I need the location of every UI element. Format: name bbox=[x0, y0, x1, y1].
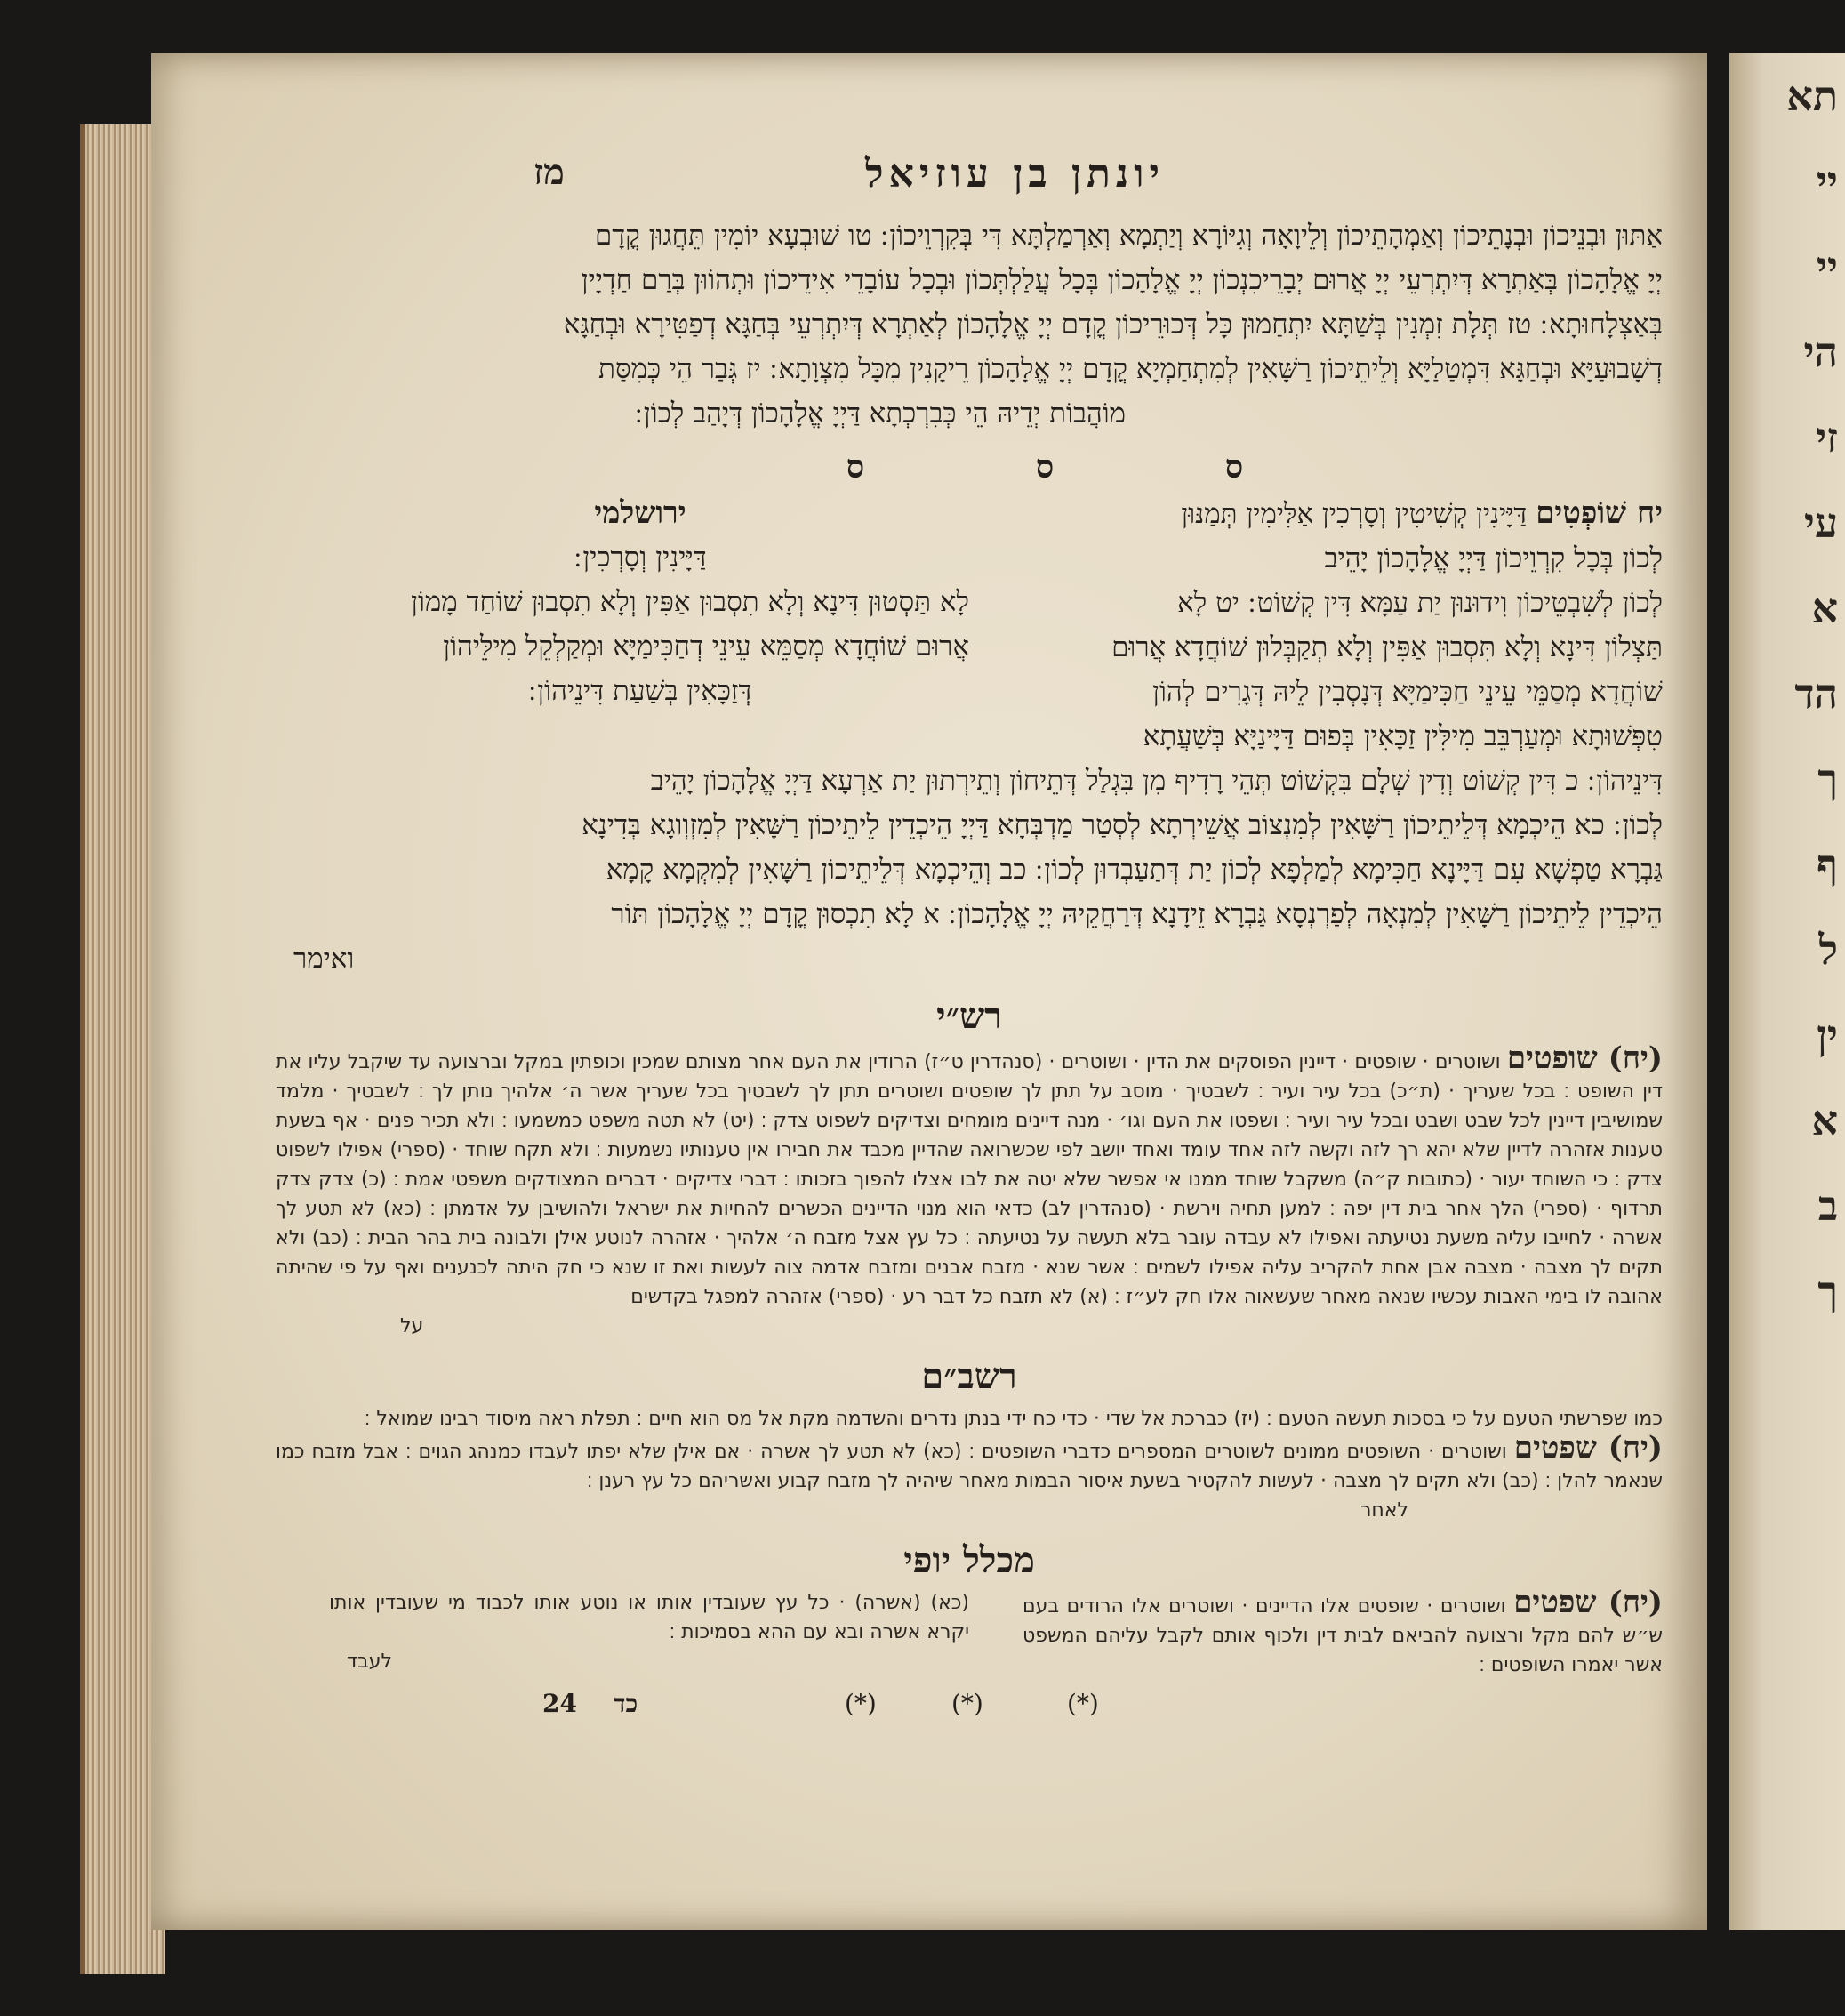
signature-letters: כד bbox=[614, 1689, 638, 1718]
facing-page-fragment: ך bbox=[1817, 755, 1838, 803]
facing-page-fragment: ך bbox=[1817, 1267, 1838, 1315]
verse-head: יח שׁוֹפְטִים bbox=[1536, 495, 1663, 531]
targum-line: לְכוֹן ׃ כא הֵיכְמָא דְּלֵיתֵיכוֹן רַשָּׁאִין לְמִנְצוֹב אֲשֵׁירְתָא לְסְטַר מַדְבְּחָא דַּיְיָ הֵיכְדֵין לֵיתֵיכוֹן רַשָּׁאִין לְמִזְוְוגָא בְּדִינָא bbox=[582, 809, 1663, 841]
page-content bbox=[276, 151, 1663, 1751]
footnote-mark: (*) bbox=[845, 1689, 877, 1718]
folio-number: מז bbox=[533, 151, 565, 193]
rashi-heading: רש״י bbox=[936, 995, 1002, 1037]
facing-page-fragment: ין bbox=[1817, 1011, 1838, 1059]
yerushalmi-column bbox=[311, 491, 969, 759]
facing-page-edge bbox=[1729, 53, 1845, 1930]
mikhlal-left-text: (כא) (אשרה) · כל עץ שעובדין אותו או נוטע אותו לכבוד מי שעובדין אותו יקרא אשרה ובא עם ההא בסמיכות ׃ bbox=[329, 1592, 969, 1643]
facing-page-fragment: זי bbox=[1816, 414, 1838, 462]
running-head bbox=[276, 151, 1663, 205]
yerushalmi-heading: ירושלמי bbox=[594, 495, 686, 531]
mikhlal-right-text: ושוטרים · שופטים אלו הדיינים · ושוטרים אלו הרודים בעם ש״ש להם מקל ורצועה להביאם לבית דין ולכוף אותם לקבל עליהם המשפט אשר יאמרו השופטים ׃ bbox=[1023, 1595, 1663, 1676]
rashbam-lead: (יח) שפטים bbox=[1513, 1430, 1663, 1466]
mikhlal-yofi-heading: מכלל יופי bbox=[903, 1539, 1035, 1581]
column-line: אֲרוּם שׁוֹחֲדָא מְסַמֵּא עֵינֵי דְחַכִּימַיָּא וּמְקַלְקֵל מִילֵּיהוֹן bbox=[443, 631, 969, 663]
facing-page-fragment: תא bbox=[1786, 72, 1838, 120]
rashbam-heading: רשב״ם bbox=[921, 1355, 1017, 1397]
mikhlal-right-column bbox=[1023, 1585, 1664, 1680]
targum-line: דִּינֵיהוֹן ׃ כ דִּין קְשׁוֹט וְדִין שְׁלָם בִּקְשׁוֹט תְּהֵי רָדִיף מִן בִּגְלַל דְּתֵיחוֹן וְתֵירְתוּן יַת אַרְעָא דַּיְיָ אֱלָהָכוֹן יָהֵיב bbox=[650, 765, 1663, 797]
column-line: טִפְּשׁוּתָא וּמְעַרְבֵּב מִילִּין זַכָּאִין בְּפוּם דַּיָּינַיָּא בְּשַׁעֲתָא bbox=[1143, 720, 1663, 752]
facing-page-fragment: יי bbox=[1816, 243, 1838, 291]
facing-page-fragment: הד bbox=[1794, 670, 1838, 718]
targum-line: דְשָׁבוּעַיָּא וּבְחַגָּא דִּמְטַלַיָּא וְלֵיתֵיכוֹן רַשָּׁאִין לְמִתְחַמְיָא קֳדָם יְיָ אֱלָהָכוֹן רֵיקָנִין מִכָּל מִצְוָתָא ׃ יז גְּבַר הֵי כְּמִסַּת bbox=[598, 353, 1663, 385]
rashbam-commentary bbox=[276, 1430, 1663, 1496]
facing-page-fragment: עי bbox=[1803, 499, 1838, 547]
targum-line: הֵיכְדֵין לֵיתֵיכוֹן רַשָּׁאִין לְמִנְאָה לְפַרְנְסָא גַּבְרָא זֵידָנָא דְּרַחֲקֵיהּ יְיָ אֱלָהָכוֹן ׃ א לָא תִכְסוּן קֳדָם יְיָ אֱלָהָכוֹן תּוֹר bbox=[611, 898, 1663, 930]
column-line: לְכוֹן בְּכָל קִרְוֵיכוֹן דַּיְיָ אֱלָהָכוֹן יָהֵיב bbox=[1324, 542, 1663, 574]
rashi-commentary bbox=[276, 1040, 1663, 1312]
section-break-marks: ס ס ס bbox=[846, 448, 1324, 486]
column-line: דַּיָּינִין קְשִׁיטִין וְסָרְכִין אַלִּימִין תְּמַנּוּן bbox=[1181, 498, 1528, 530]
targum-line: יְיָ אֱלָהָכוֹן בְּאַתְרָא דְּיִתְרְעֵי יְיָ אֲרוּם יְבָרֵיכִנְכוֹן יְיָ אֱלָהָכוֹן בְּכָל עֲלַלְתְּכוֹן וּבְכָל עוֹבָדֵי אִידֵיכוֹן וּתְהוֹוּן בְּרַם חַדְיָין bbox=[581, 264, 1663, 296]
column-line: לְכוֹן לְשִׁבְטֵיכוֹן וִידוּנוּן יַת עַמָּא דִּין קְשׁוֹט ׃ יט לָא bbox=[1177, 587, 1663, 619]
rashi-catchword: על bbox=[400, 1315, 424, 1337]
targum-line: בְּאַצְלָחוּתָא ׃ טז תְּלָת זִמְנִין בְּשַׁתָּא יִתְחַמוּן כָּל דְּכוּרֵיכוֹן קֳדָם יְיָ אֱלָהָכוֹן לְאַתְרָא דְּיִתְרְעֵי בְּחַגָּא דְפַטִּירָא וּבְחַגָּא bbox=[563, 309, 1663, 341]
rashi-lead: (יח) שופטים bbox=[1506, 1040, 1663, 1076]
column-line: לָא תַּסְטוּן דִּינָא וְלָא תִסְבוּן אַפִּין וְלָא תִסְבוּן שׁוֹחַד מָמוֹן bbox=[411, 586, 969, 618]
targum-last-line: מוֹהֲבוֹת יְדֵיהּ הֵי כְּבִרְכְתָא דַּיְיָ אֱלָהָכוֹן דְּיָהַב לְכוֹן ׃ bbox=[634, 398, 1127, 430]
footnote-mark: (*) bbox=[951, 1689, 983, 1718]
facing-page-fragment: הי bbox=[1803, 328, 1838, 376]
mikhlal-catchword: לעבד bbox=[347, 1651, 393, 1673]
column-line: שׁוֹחֲדָא מְסַמֵּי עֵינֵי חַכִּימַיָּא דְּנָסְבִין לֵיהּ דְּגָרִים לְהוֹן bbox=[1152, 676, 1663, 708]
mikhlal-yofi-block bbox=[276, 1585, 1664, 1680]
rashi-text: ושוטרים · שופטים · דיינין הפוסקים את הדין · ושוטרים · (סנהדרין ט״ז) הרודין את העם אחר מצותם שמכין וכופתין במקל וברצועה עד שיקבל עליו את דין השופט ׃ בכל שעריך · (ת״כ) בכל עיר ועיר ׃ לשבטיך · מוסב על תתן לך שופטים ושוטרים תתן לך לשבטיך בכל שעריך אשר ה׳ אלהיך נותן לך ׃ לשבטיך · מלמד שמושיבין דיינין לכל שבט ושבט ובכל עיר ועיר ׃ ושפטו את העם וגו׳ · מנה דיינים מומחים וצדיקים לשפוט צדק ׃ (יט) לא תטה משפט כמשמעו ׃ ולא תכיר פנים · אף בשעת טענות אזהרה לדיין שלא יהא רך לזה וקשה לזה אחד עומד ואחד יושב לפי שכשרואה שהדיין מכבד את חבירו אין טענותיו נשמעות ׃ ולא תקח שוחד · (ספרי) אפילו לשפוט צדק ׃ כי השוחד יעור · (כתובות ק״ה) משקבל שוחד ממנו אי אפשר שלא יטה את לבו אצלו להפוך בזכותו ׃ דברי צדיקים · דברים המצודקים משפטי אמת ׃ (כ) צדק צדק תרדוף · (ספרי) הלך אחר בית דין יפה ׃ למען תחיה וירשת · (סנהדרין לב) כדאי הוא מנוי הדיינים הכשרים להחיות את ישראל ולהושיבן על אדמתן ׃ (כא) לא תטע לך אשרה · לחייבו עליה משעת נטיעתה ואפילו לא עבדה עובר בלא תעשה על נטיעתה ׃ כל עץ אצל מזבח ה׳ אלהיך · אזהרה לנוטע אילן ולבונה בית בהר הבית ׃ (כב) ולא תקים לך מצבה · מצבה אבן אחת להקריב עליה אפילו לשמים ׃ אשר שנא · מזבח אבנים ומזבח אדמה צוה לעשות ואת זו שנא כי חק היתה לכנענים ואף על פי שהיתה אהובה לו בימי האבות עכשיו שנאה מאחר שעשאוה אלו חק לע״ז ׃ (א) לא תזבח כל דבר רע · (ספרי) אזהרה למפגל בקדשים bbox=[276, 1051, 1663, 1308]
facing-page-fragment: יי bbox=[1816, 157, 1838, 205]
targum-column bbox=[1005, 491, 1663, 759]
column-line: תַּצְלוֹן דִּינָא וְלָא תִּסְבוּן אַפִּין וְלָא תְקַבְּלוּן שׁוֹחֲדָא אֲרוּם bbox=[1111, 631, 1663, 663]
footnote-mark: (*) bbox=[1067, 1689, 1099, 1718]
yerushalmi-sub: דַּיָּינִין וְסָרְכִין ׃ bbox=[574, 542, 707, 574]
facing-page-fragment: ב bbox=[1817, 1182, 1838, 1230]
facing-page-fragment: ף bbox=[1817, 840, 1838, 888]
page-footer bbox=[276, 1689, 1663, 1751]
mikhlal-left-column bbox=[329, 1588, 969, 1680]
signature-number: 24 bbox=[542, 1689, 577, 1718]
mikhlal-lead: (יח) שפטים bbox=[1513, 1585, 1664, 1620]
targum-block bbox=[276, 213, 1663, 436]
facing-page-fragment: א bbox=[1811, 1096, 1838, 1145]
targum-line: גַּבְרָא טַפְשָׁא עִם דַּיָּינָא חַכִּימָא לְמַלְפָא לְכוֹן יַת דְּתַעַבְדוּן לְכוֹן ׃ כב וְהֵיכְמָא דְּלֵיתֵיכוֹן רַשָּׁאִין לְמִקְמָא קָמָא bbox=[606, 854, 1663, 886]
rashbam-intro: כמו שפרשתי הטעם על כי בסכות תעשה הטעם ׃ (יז) כברכת אל שדי · כדי כח ידי בנתן נדרים והשדמה מקת אל מס הוא חיים ׃ תפלת ראה מיסוד רבינו שמואל ׃ bbox=[364, 1408, 1663, 1430]
column-line: דְּזַכָּאִין בְּשַׁעַת דִּינֵיהוֹן ׃ bbox=[528, 675, 752, 707]
running-title: יונתן בן עוזיאל bbox=[864, 151, 1165, 197]
targum-line: אַתּוּן וּבְנֵיכוֹן וּבְנָתֵיכוֹן וְאַמְהָתֵיכוֹן וְלֵיוָאָה וְגִיּוֹרָא וְיַתְמָא וְאַרְמַלְתָּא דִּי בְּקִרְוֵיכוֹן ׃ טו שׁוּבְעָא יוֹמִין תֵּחֲגוּן קֳדָם bbox=[594, 220, 1663, 252]
rashbam-catchword: לאחר bbox=[1360, 1499, 1409, 1522]
catchword: ואימר bbox=[293, 943, 355, 975]
facing-page-fragment: א bbox=[1811, 584, 1838, 632]
two-column-block bbox=[276, 491, 1663, 759]
rashbam-text: ושוטרים · השופטים ממונים לשוטרים המספרים כדברי השופטים ׃ (כא) לא תטע לך אשרה · אם אילן שלא יפתו לעבדו כמנהג הגוים ׃ אבל מזבח כמו שנאמר להלן ׃ (כב) ולא תקים לך מצבה · לעשות להקטיר בשעת איסור הבמות מאחר שיהיה לך מזבח קבוע ואשריהם כל עץ רענן ׃ bbox=[276, 1441, 1663, 1492]
facing-page-fragment: ל bbox=[1818, 926, 1838, 974]
